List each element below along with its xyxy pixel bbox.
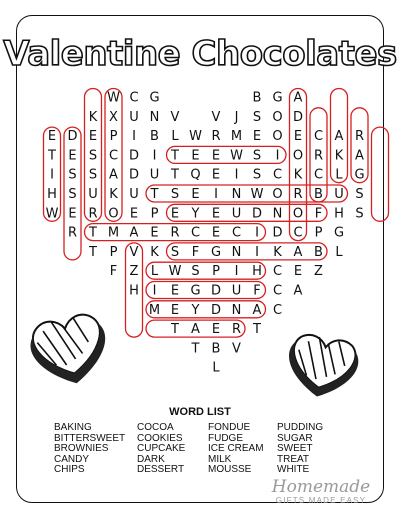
grid-letter[interactable]: A (129, 225, 139, 241)
grid-letter[interactable]: E (170, 302, 180, 318)
grid-letter[interactable]: O (292, 148, 304, 164)
grid-letter[interactable]: V (170, 109, 180, 125)
grid-letter[interactable]: L (171, 129, 179, 145)
grid-letter[interactable]: D (128, 148, 140, 164)
grid-letter[interactable]: X (109, 109, 118, 125)
grid-letter[interactable]: U (129, 109, 139, 125)
grid-letter[interactable]: T (150, 187, 159, 202)
grid-letter[interactable]: W (250, 187, 264, 202)
grid-letter[interactable]: W (189, 129, 202, 145)
chocolate-heart-left (26, 311, 114, 391)
word-list-item: COCOA (137, 422, 174, 433)
grid-letter[interactable]: S (252, 109, 262, 125)
grid-letter[interactable]: E (150, 225, 159, 241)
grid-letter[interactable]: M (148, 302, 161, 318)
grid-letter[interactable]: T (253, 322, 261, 338)
grid-letter[interactable]: L (212, 360, 220, 376)
grid-letter[interactable]: E (68, 148, 77, 164)
grid-letter[interactable]: O (292, 206, 304, 222)
grid-letter[interactable]: W (168, 264, 182, 280)
grid-letter[interactable]: U (129, 187, 139, 202)
grid-letter[interactable]: N (231, 302, 242, 318)
grid-letter[interactable]: W (230, 148, 243, 164)
grid-letter[interactable]: I (214, 187, 218, 202)
grid-letter[interactable]: H (334, 206, 344, 222)
word-list-item: BAKING (54, 422, 92, 433)
grid-letter[interactable]: C (272, 167, 283, 183)
grid-letter[interactable]: E (170, 283, 180, 299)
grid-letter[interactable]: H (47, 187, 57, 202)
word-list-item: CHIPS (54, 464, 85, 476)
grid-letter[interactable]: K (88, 109, 98, 125)
grid-letter[interactable]: D (67, 129, 78, 145)
grid-letter[interactable]: Y (191, 206, 200, 222)
grid-letter[interactable]: I (255, 244, 259, 260)
grid-letter[interactable]: C (293, 225, 303, 241)
grid-letter[interactable]: T (89, 225, 97, 241)
grid-letter[interactable]: M (107, 225, 120, 241)
grid-letter[interactable]: I (234, 264, 239, 280)
brand-tagline: GIFTS MADE EASY (275, 496, 367, 505)
grid-letter[interactable]: F (253, 283, 261, 299)
grid-letter[interactable]: Z (314, 264, 323, 280)
grid-letter[interactable]: S (88, 148, 98, 164)
grid-letter[interactable]: S (170, 187, 180, 202)
grid-letter[interactable]: K (109, 187, 118, 202)
grid-letter[interactable]: D (292, 109, 304, 125)
grid-letter[interactable]: A (293, 283, 303, 299)
word-list-item: FUDGE (208, 432, 243, 444)
grid-letter[interactable]: I (50, 167, 54, 183)
grid-letter[interactable]: U (334, 187, 344, 202)
grid-letter[interactable]: K (150, 244, 159, 260)
grid-letter[interactable]: I (152, 148, 157, 164)
grid-letter[interactable]: E (191, 187, 200, 202)
grid-letter[interactable]: G (333, 225, 345, 241)
grid-letter[interactable]: N (231, 244, 242, 260)
grid-letter[interactable]: O (108, 206, 119, 222)
word-list-column-2 (137, 423, 185, 476)
grid-letter[interactable]: P (109, 244, 118, 260)
grid-letter[interactable]: A (191, 322, 200, 338)
word-list-item: FONDUE (208, 422, 251, 433)
grid-letter[interactable]: V (211, 109, 221, 125)
grid-letter[interactable]: V (232, 341, 241, 357)
word-list-title: WORD LIST (169, 406, 231, 418)
grid-letter[interactable]: B (314, 244, 323, 260)
chocolate-heart-right (283, 332, 362, 403)
grid-letter[interactable]: E (170, 206, 180, 222)
grid-letter[interactable]: E (211, 322, 221, 338)
grid-letter[interactable]: G (272, 90, 283, 106)
grid-letter[interactable]: A (355, 148, 364, 164)
grid-letter[interactable]: D (272, 225, 283, 241)
grid-letter[interactable]: B (252, 90, 262, 106)
grid-letter[interactable]: S (252, 148, 262, 164)
grid-letter[interactable]: I (275, 148, 280, 164)
grid-letter[interactable]: C (313, 129, 324, 145)
grid-letter[interactable]: N (272, 206, 283, 222)
grid-letter[interactable]: L (335, 167, 343, 183)
grid-letter[interactable]: O (272, 187, 283, 202)
grid-letter[interactable]: E (191, 148, 200, 164)
grid-letter[interactable]: D (128, 167, 140, 183)
brand-logo (256, 479, 386, 506)
grid-letter[interactable]: B (314, 187, 323, 202)
page-title: Valentine Chocolates (3, 34, 397, 74)
grid-letter[interactable]: R (293, 187, 303, 202)
grid-letter[interactable]: T (171, 148, 179, 164)
grid-letter[interactable]: G (210, 244, 222, 260)
grid-letter[interactable]: E (211, 225, 221, 241)
grid-letter[interactable]: Y (191, 302, 200, 318)
grid-letter[interactable]: A (109, 167, 118, 183)
grid-letter[interactable]: N (231, 187, 242, 202)
grid-letter[interactable]: S (170, 244, 180, 260)
grid-letter[interactable]: P (314, 225, 323, 241)
grid-letter[interactable]: E (293, 129, 303, 145)
grid-letter[interactable]: S (68, 187, 77, 202)
grid-letter[interactable]: I (234, 167, 239, 183)
grid-letter[interactable]: T (191, 341, 200, 357)
grid-letter[interactable]: E (211, 206, 221, 222)
grid-letter[interactable]: E (293, 264, 303, 280)
word-list-item: MOUSSE (208, 464, 252, 476)
grid-letter[interactable]: G (149, 90, 160, 106)
grid-letter[interactable]: W (45, 206, 59, 222)
grid-letter[interactable]: B (150, 129, 159, 145)
word-list-item: MILK (208, 453, 232, 465)
grid-letter[interactable]: K (334, 148, 344, 164)
word-list-item: SWEET (277, 443, 313, 455)
word-list-item: SUGAR (277, 432, 313, 444)
grid-letter[interactable]: A (252, 302, 262, 318)
grid-letter[interactable]: T (48, 148, 56, 164)
grid-letter[interactable]: E (252, 129, 262, 145)
grid-letter[interactable]: P (212, 264, 220, 280)
found-word-highlight (167, 243, 328, 260)
word-list-item: DESSERT (137, 464, 185, 476)
grid-letter[interactable]: S (355, 206, 364, 222)
word-list-column-4 (277, 423, 323, 476)
grid-letter[interactable]: E (47, 129, 57, 145)
grid-letter[interactable]: H (129, 283, 139, 299)
word-list-item: COOKIES (137, 432, 183, 444)
word-list-item: PUDDING (277, 422, 324, 433)
word-list-item: TREAT (277, 453, 310, 465)
grid-letter[interactable]: S (68, 167, 77, 183)
grid-letter[interactable]: D (251, 206, 263, 222)
grid-letter[interactable]: V (129, 244, 139, 260)
grid-letter[interactable]: C (129, 90, 139, 106)
grid-letter[interactable]: F (314, 206, 323, 222)
grid-letter[interactable]: S (355, 187, 364, 202)
grid-letter[interactable]: J (234, 109, 239, 125)
grid-letter[interactable]: S (88, 167, 98, 183)
word-list-item: WHITE (277, 464, 310, 476)
grid-letter[interactable]: I (152, 283, 157, 299)
grid-letter[interactable]: U (231, 206, 242, 222)
word-list-item: BITTERSWEET (54, 432, 126, 444)
grid-letter[interactable]: E (88, 129, 98, 145)
word-list-item: CUPCAKE (137, 443, 186, 455)
grid-letter[interactable]: E (211, 167, 221, 183)
grid-letter[interactable]: O (272, 129, 283, 145)
grid-letter[interactable]: E (211, 148, 221, 164)
grid-letter[interactable]: D (210, 283, 222, 299)
grid-letter[interactable]: R (170, 225, 180, 241)
grid-letter[interactable]: L (335, 244, 343, 260)
grid-letter[interactable]: M (230, 129, 243, 145)
word-list-column-3 (208, 423, 264, 476)
grid-letter[interactable]: U (88, 187, 98, 202)
grid-letter[interactable]: Q (190, 167, 201, 183)
found-word-highlight (372, 127, 389, 221)
grid-letter[interactable]: R (354, 129, 365, 145)
grid-letter[interactable]: C (231, 225, 242, 241)
grid-letter[interactable]: L (150, 264, 159, 280)
grid-letter[interactable]: B (211, 341, 221, 357)
grid-letter[interactable]: U (231, 283, 242, 299)
grid-letter[interactable]: S (191, 264, 200, 280)
found-word-highlight (146, 301, 266, 318)
brand-name: Homemade (271, 477, 371, 497)
grid-letter[interactable]: R (67, 225, 78, 241)
grid-letter[interactable]: C (272, 302, 283, 318)
grid-letter[interactable]: C (272, 283, 283, 299)
grid-letter[interactable]: R (313, 148, 324, 164)
grid-letter[interactable]: E (68, 206, 77, 222)
grid-letter[interactable]: K (293, 167, 303, 183)
grid-letter[interactable]: P (150, 206, 159, 222)
grid-letter[interactable]: C (313, 167, 324, 183)
grid-letter[interactable]: N (149, 109, 160, 125)
grid-letter[interactable]: R (211, 129, 221, 145)
grid-letter[interactable]: G (190, 283, 201, 299)
grid-letter[interactable]: F (109, 264, 118, 280)
grid-letter[interactable]: C (108, 148, 119, 164)
word-list-item: BROWNIES (54, 443, 109, 455)
grid-letter[interactable]: F (191, 244, 200, 260)
found-word-highlight (146, 282, 266, 299)
grid-letter[interactable]: D (210, 302, 222, 318)
word-list-item: CANDY (54, 453, 90, 465)
grid-letter[interactable]: R (231, 322, 242, 338)
grid-letter[interactable]: C (272, 264, 283, 280)
grid-letter[interactable]: Z (129, 264, 139, 280)
grid-letter[interactable]: T (89, 244, 97, 260)
grid-letter[interactable]: R (88, 206, 98, 222)
grid-letter[interactable]: C (190, 225, 201, 241)
grid-letter[interactable]: T (171, 322, 179, 338)
grid-letter[interactable]: T (171, 167, 179, 183)
grid-letter[interactable]: W (107, 90, 120, 106)
grid-letter[interactable]: E (129, 206, 139, 222)
grid-letter[interactable]: O (272, 109, 283, 125)
grid-letter[interactable]: K (273, 244, 282, 260)
word-list-item: ICE CREAM (208, 443, 264, 455)
word-list-item: DARK (137, 453, 165, 465)
found-word-highlight (146, 262, 266, 279)
word-list-column-1 (54, 423, 125, 476)
grid-letter[interactable]: U (149, 167, 160, 183)
grid-letter[interactable]: I (255, 225, 259, 241)
found-word-highlight (167, 146, 287, 163)
grid-letter[interactable]: A (293, 90, 303, 106)
grid-letter[interactable]: A (293, 244, 303, 260)
grid-letter[interactable]: A (334, 129, 344, 145)
grid-letter[interactable]: P (109, 129, 118, 145)
grid-letter[interactable]: G (354, 167, 365, 183)
grid-letter[interactable]: I (132, 129, 136, 145)
grid-letter[interactable]: S (252, 167, 262, 183)
grid-letter[interactable]: H (252, 264, 262, 280)
